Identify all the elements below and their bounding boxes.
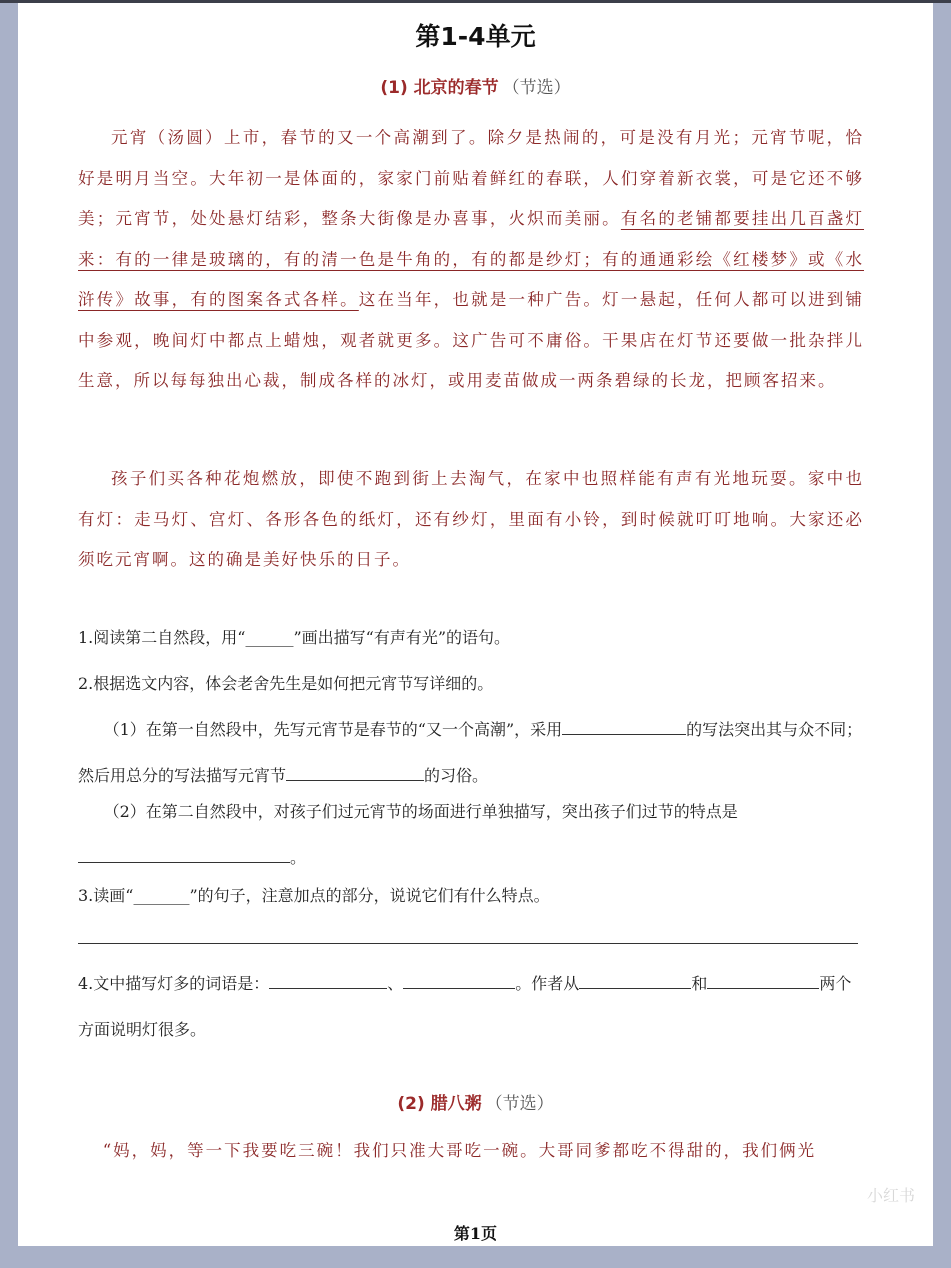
watermark: 小红书: [866, 1186, 915, 1205]
answer-blank[interactable]: [562, 716, 686, 735]
section-2-note: （节选）: [485, 1094, 554, 1114]
question-2-1-text-a: （1）在第一自然段中，先写元宵节是春节的“又一个高潮”，采用: [103, 720, 563, 739]
question-2: 2.根据选文内容，体会老舍先生是如何把元宵节写详细的。: [78, 674, 494, 693]
question-4: [78, 961, 864, 1053]
question-1-text-a: 1.阅读第二自然段，用“: [78, 628, 246, 647]
question-1: [78, 615, 864, 661]
question-2-2-text-a: （2）在第二自然段中，对孩子们过元宵节的场面进行单独描写，突出孩子们过节的特点是: [103, 802, 738, 821]
question-2-1-text-b: 的写法突出其与众不同；然后用总分的写法描写元宵节: [78, 720, 863, 785]
underlined-sentence: 有名的老铺都要挂出几百盏灯来：有的一律是玻璃的，有的清一色是牛角的，有的都是纱灯；有的通通彩绘《红楼梦》或《水浒传》故事，有的图案各式各样。: [78, 209, 865, 309]
question-1-text-b: ”画出描写“有声有光”的语句。: [293, 628, 510, 647]
section-2-paragraph-1: “妈，妈，等一下我要吃三碗！我们只准大哥吃一碗。大哥同爹都吃不得甜的，我们俩光: [102, 1141, 817, 1160]
question-4-text-a: 4.文中描写灯多的词语是：: [78, 974, 270, 993]
answer-blank[interactable]: [286, 762, 424, 781]
section-1-title-text: (1) 北京的春节: [380, 78, 499, 98]
question-4-text-b: 两个方面说明灯很多。: [78, 974, 852, 1039]
section-2-title-text: (2) 腊八粥: [397, 1094, 482, 1114]
answer-blank[interactable]: [269, 970, 387, 989]
question-3-text-b: ”的句子，注意加点的部分，说说它们有什么特点。: [189, 886, 550, 905]
question-4-text-mid: 。作者从: [515, 974, 580, 993]
question-3-underline-mark: _______: [133, 886, 190, 905]
answer-blank[interactable]: [403, 970, 515, 989]
paragraph-1-text-b: 这在当年，也就是一种广告。灯一悬起，任何人都可以进到铺中参观，晚间灯中都点上蜡烛，观者就更多。这广告可不庸俗。干果店在灯节还要做一批杂拌儿生意，所以每每独出心裁，制成各样的冰灯，或用麦苗做成一两条碧绿的长龙，把顾客招来。: [78, 290, 865, 390]
answer-blank[interactable]: [579, 970, 691, 989]
section-2-title: [18, 1089, 933, 1114]
question-2-2: [78, 789, 864, 881]
document-page: [18, 3, 933, 1246]
question-1-underline-mark: ______: [245, 628, 294, 647]
answer-line[interactable]: [78, 943, 858, 944]
question-4-separator: 、: [387, 974, 404, 993]
paragraph-1-text-a: 元宵（汤圆）上市，春节的又一个高潮到了。除夕是热闹的，可是没有月光；元宵节呢，恰好是明月当空。大年初一是体面的，家家门前贴着鲜红的春联，人们穿着新衣裳，可是它还不够美；元宵节，处处悬灯结彩，整条大街像是办喜事，火炽而美丽。: [78, 128, 864, 228]
question-2-1: [78, 707, 864, 799]
question-3: [78, 873, 864, 919]
section-1-title: [18, 73, 933, 98]
section-1-note: （节选）: [502, 78, 571, 98]
question-3-text-a: 3.读画“: [78, 886, 134, 905]
question-4-and: 和: [691, 974, 708, 993]
section-1-paragraph-1: [78, 118, 864, 402]
question-2-2-text-b: 。: [290, 848, 307, 867]
section-1-paragraph-2: 孩子们买各种花炮燃放，即使不跑到街上去淘气，在家中也照样能有声有光地玩耍。家中也有灯：走马灯、宫灯、各形各色的纸灯，还有纱灯，里面有小铃，到时候就叮叮地响。大家还必须吃元宵啊。这的确是美好快乐的日子。: [78, 469, 864, 569]
question-2-1-text-c: 的习俗。: [424, 766, 489, 785]
answer-blank[interactable]: [78, 844, 290, 863]
page-number: 第1页: [453, 1224, 498, 1243]
page-title: 第1-4单元: [415, 22, 536, 51]
answer-blank[interactable]: [707, 970, 819, 989]
